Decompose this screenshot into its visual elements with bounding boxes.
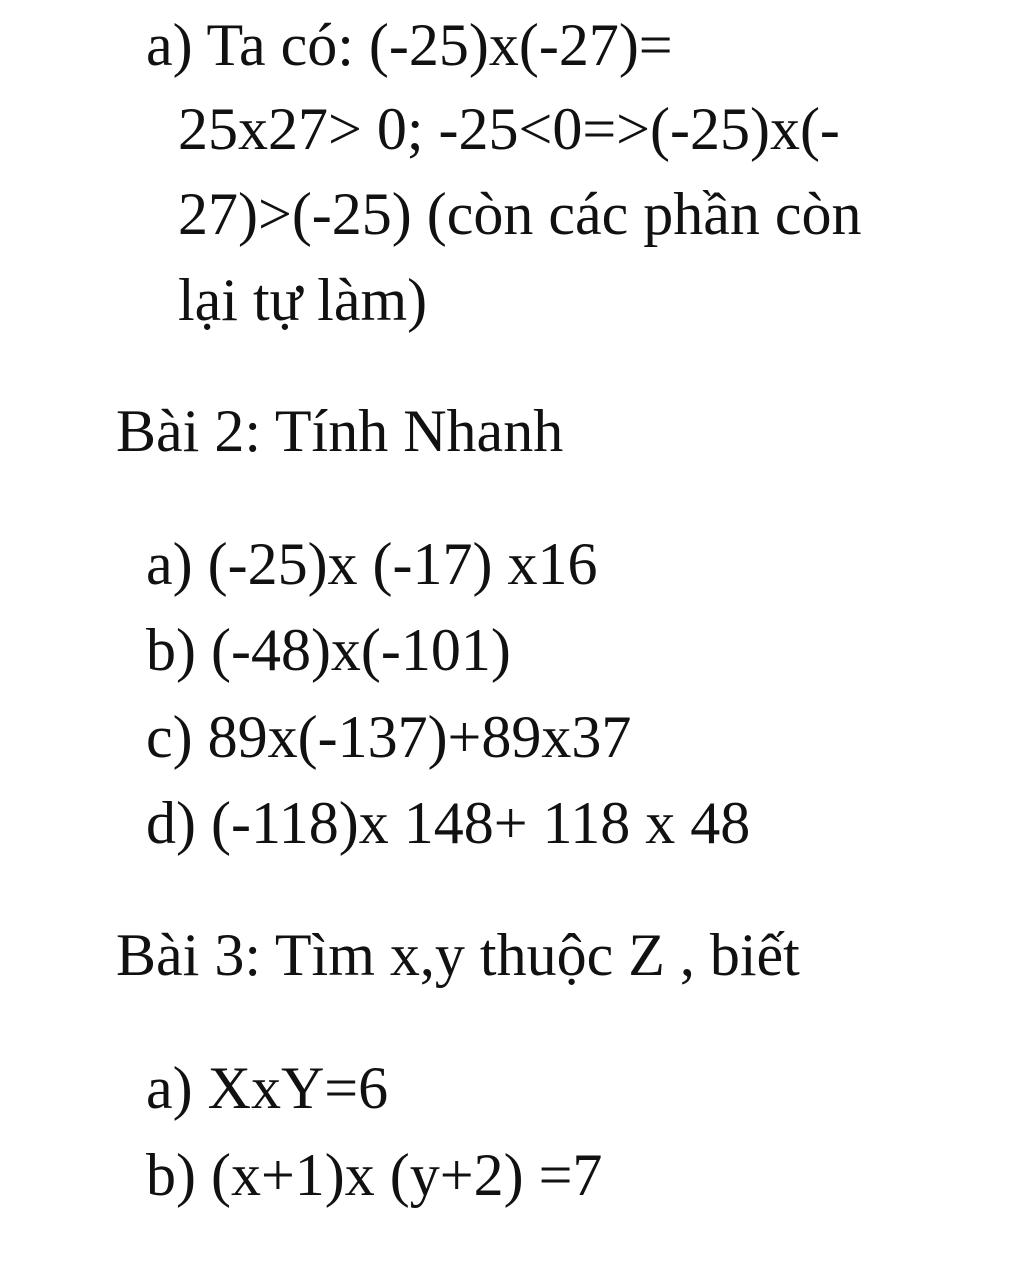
exercise-2-heading: Bài 2: Tính Nhanh <box>116 398 564 464</box>
answer-line-4: lại tự làm) <box>178 267 428 333</box>
exercise-2-item-a: a) (-25)x (-17) x16 <box>146 531 598 597</box>
exercise-2-item-d: d) (-118)x 148+ 118 x 48 <box>146 790 751 856</box>
answer-line-1: a) Ta có: (-25)x(-27)= <box>146 12 673 78</box>
exercise-3-heading: Bài 3: Tìm x,y thuộc Z , biết <box>116 922 800 988</box>
exercise-2-item-c: c) 89x(-137)+89x37 <box>146 704 632 770</box>
answer-line-3: 27)>(-25) (còn các phần còn <box>178 181 862 247</box>
exercise-2-item-b: b) (-48)x(-101) <box>146 617 511 683</box>
exercise-3-item-b: b) (x+1)x (y+2) =7 <box>146 1142 603 1208</box>
exercise-3-item-a: a) XxY=6 <box>146 1055 389 1121</box>
answer-line-2: 25x27> 0; -25<0=>(-25)x(- <box>178 96 840 162</box>
